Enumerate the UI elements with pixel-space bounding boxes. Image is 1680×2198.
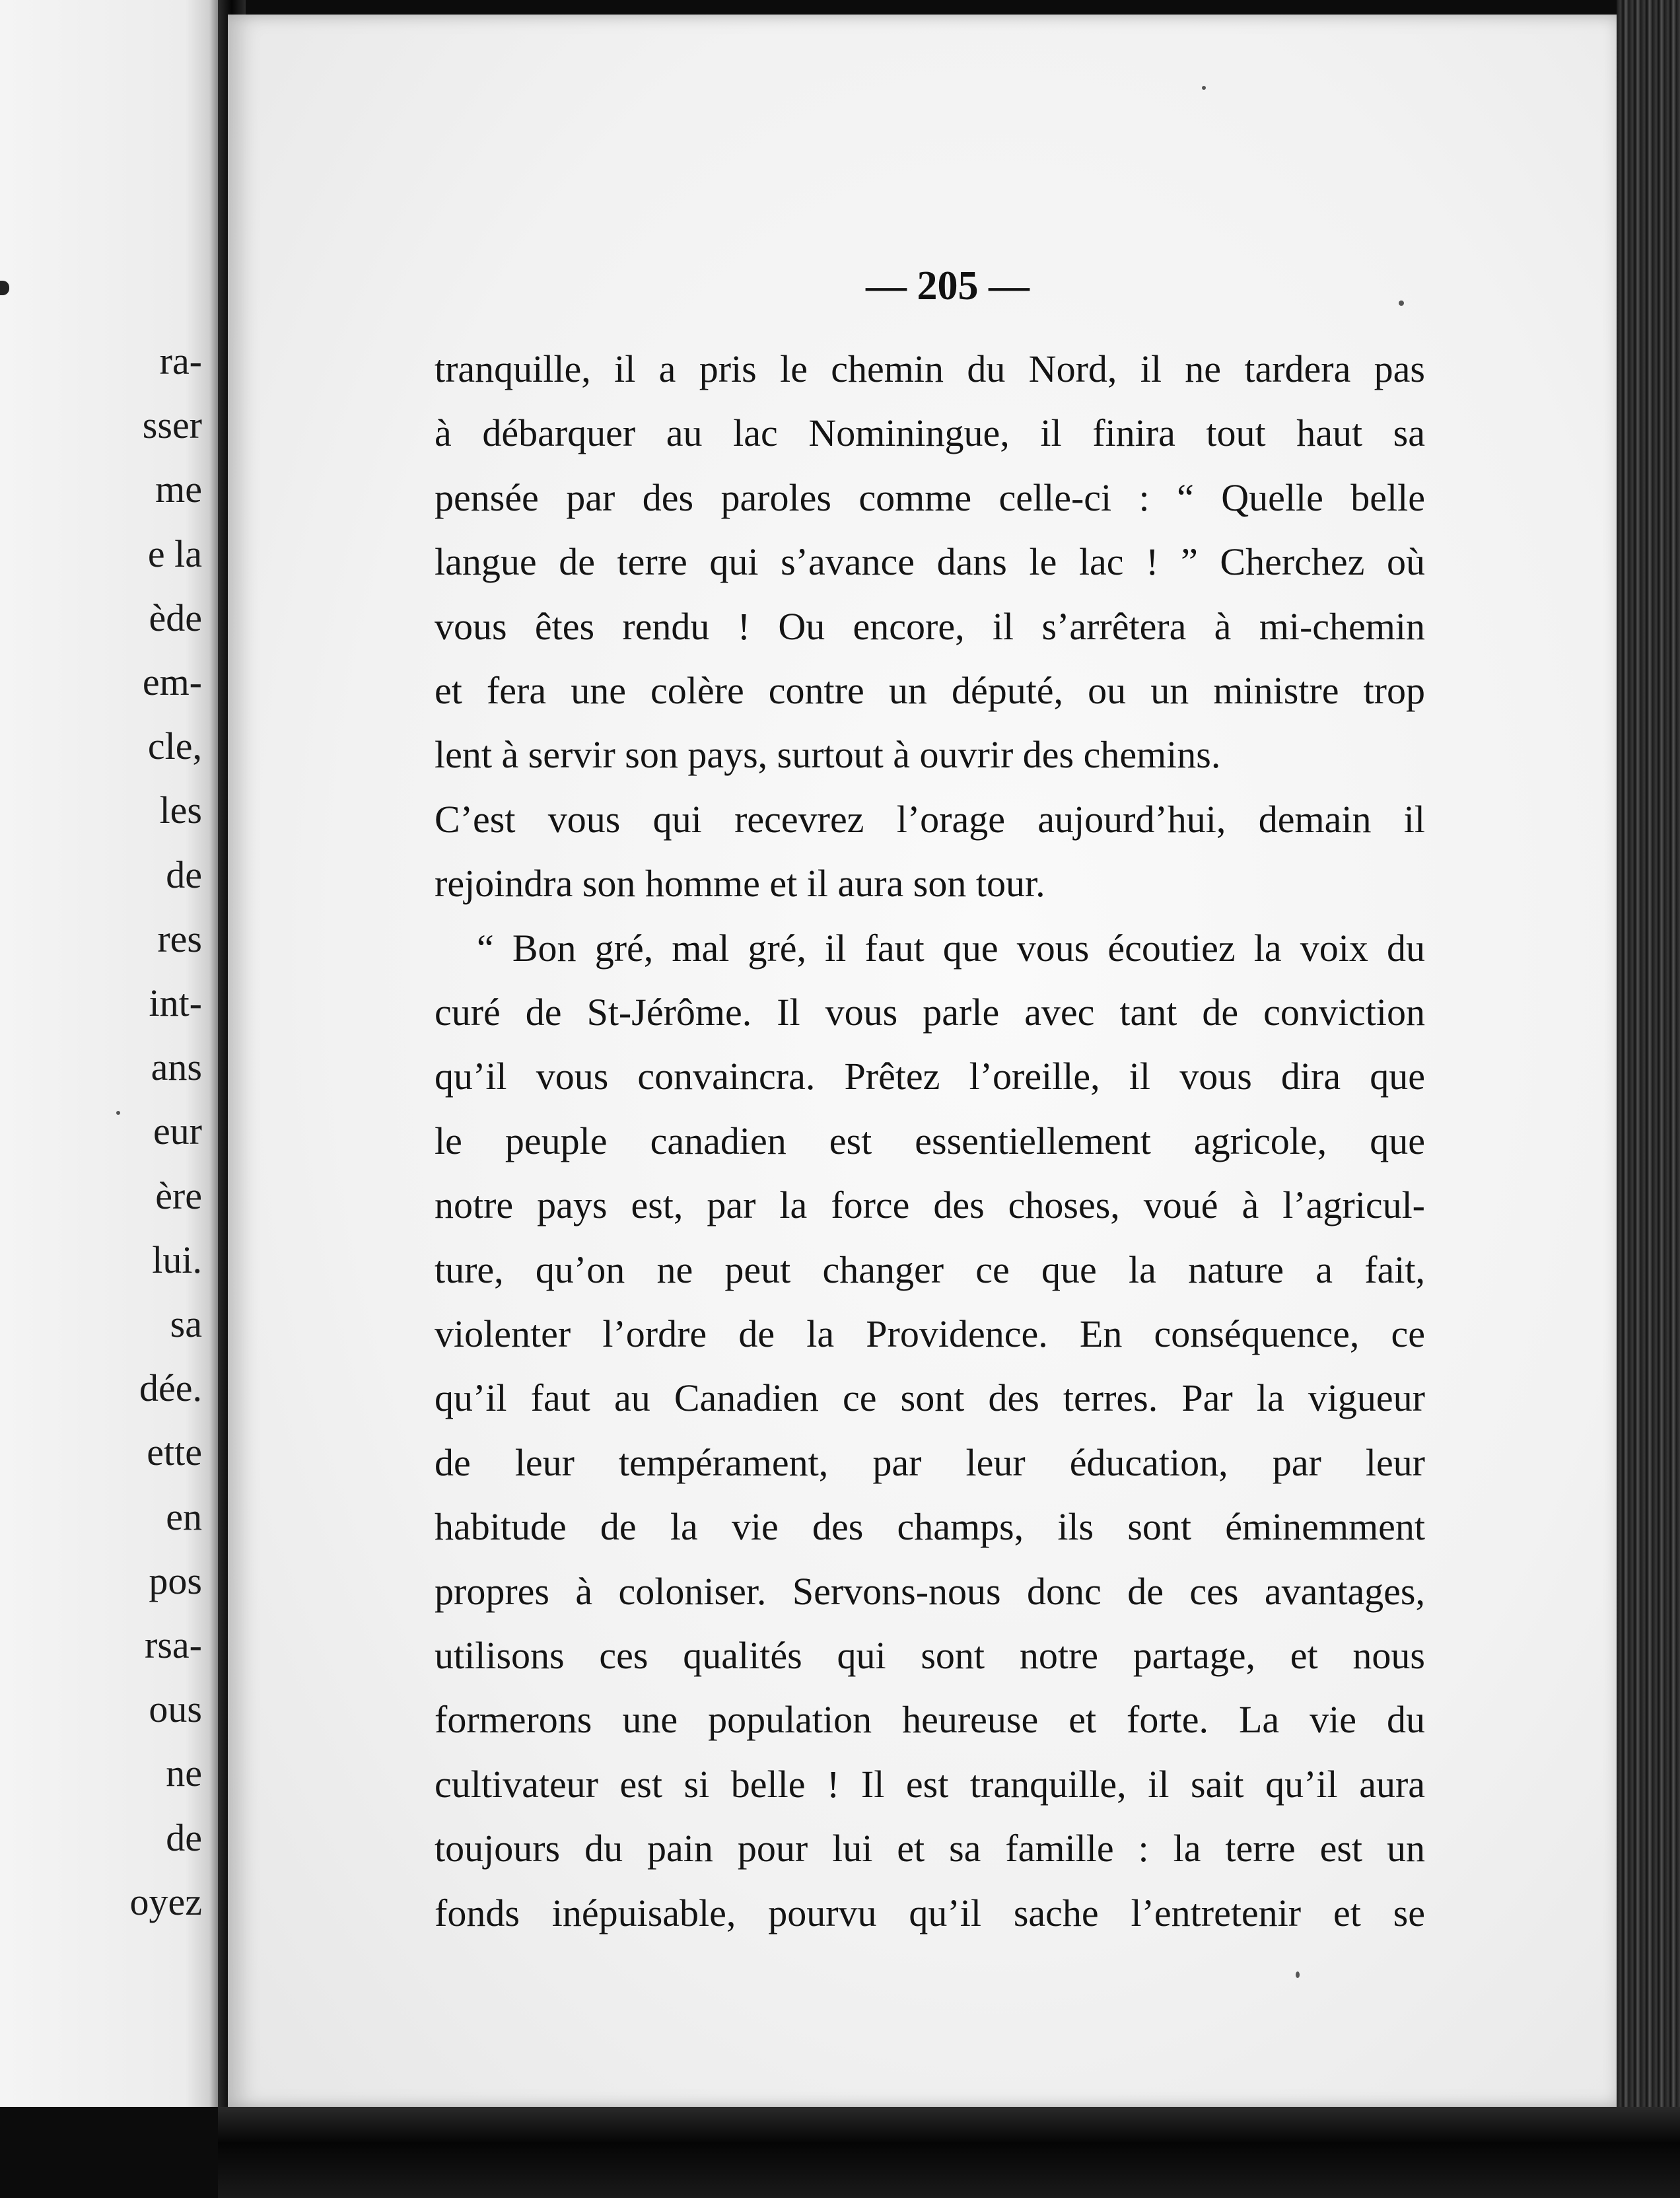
- left-page-line: sa: [170, 1302, 202, 1345]
- left-page-line: int-: [149, 981, 202, 1024]
- text-line: qu’il faut au Canadien ce sont des terres. Par la vigueur: [435, 1376, 1425, 1420]
- text-line: et fera une colère contre un député, ou un ministre trop: [435, 669, 1425, 712]
- scan-speck: [1399, 301, 1404, 306]
- text-line: utilisons ces qualités qui sont notre partage, et nous: [435, 1634, 1425, 1677]
- left-page-line: en: [166, 1495, 202, 1538]
- text-line: cultivateur est si belle ! Il est tranquille, il sait qu’il aura: [435, 1762, 1425, 1806]
- left-page-line: dée.: [139, 1366, 202, 1410]
- text-line: vous êtes rendu ! Ou encore, il s’arrêtera à mi-chemin: [435, 604, 1425, 648]
- left-page-line: sser: [142, 404, 202, 447]
- left-page-line: ans: [151, 1046, 202, 1089]
- left-page-line: ra-: [159, 339, 202, 382]
- left-page-line: lui.: [152, 1238, 202, 1281]
- left-page-line: de: [166, 1816, 202, 1859]
- bottom-edge: [218, 2107, 1680, 2198]
- scan-speck: [1202, 86, 1206, 90]
- left-page-line: res: [157, 917, 202, 960]
- left-page-line: ède: [149, 596, 202, 639]
- left-page-line: ette: [147, 1431, 202, 1474]
- text-line: “ Bon gré, mal gré, il faut que vous écoutiez la voix du: [477, 926, 1425, 970]
- scan-speck: [116, 1111, 120, 1115]
- left-page-line: me: [155, 468, 202, 511]
- left-page-line: ous: [149, 1687, 202, 1731]
- text-line: C’est vous qui recevrez l’orage aujourd’hui, demain il: [435, 797, 1425, 841]
- text-line: pensée par des paroles comme celle-ci : “ Quelle belle: [435, 476, 1425, 519]
- text-line: le peuple canadien est essentiellement agricole, que: [435, 1119, 1425, 1162]
- left-page-line: cle,: [147, 725, 202, 768]
- left-page-line: oyez: [129, 1880, 202, 1923]
- left-page-line: les: [159, 789, 202, 832]
- text-line: notre pays est, par la force des choses, voué à l’agricul-: [435, 1184, 1425, 1227]
- left-page-line: em-: [142, 660, 202, 703]
- text-line: propres à coloniser. Servons-nous donc de ces avantages,: [435, 1569, 1425, 1613]
- text-line: ture, qu’on ne peut changer ce que la nature a fait,: [435, 1248, 1425, 1291]
- left-page-line: eur: [153, 1110, 202, 1153]
- text-line: toujours du pain pour lui et sa famille : la terre est un: [435, 1827, 1425, 1870]
- text-line: tranquille, il a pris le chemin du Nord, il ne tardera pas: [435, 347, 1425, 390]
- page-number: — 205 —: [866, 264, 1030, 308]
- text-line: de leur tempérament, par leur éducation, par leur: [435, 1440, 1425, 1484]
- left-page-line: ne: [166, 1752, 202, 1795]
- left-page-line: rsa-: [145, 1623, 202, 1666]
- left-page-line: ère: [155, 1174, 202, 1217]
- text-line: qu’il vous convaincra. Prêtez l’oreille, il vous dira que: [435, 1055, 1425, 1098]
- text-line: fonds inépuisable, pourvu qu’il sache l’entretenir et se: [435, 1891, 1425, 1934]
- left-page-line: pos: [149, 1559, 202, 1602]
- text-line: langue de terre qui s’avance dans le lac ! ” Cherchez où: [435, 540, 1425, 584]
- text-line: habitude de la vie des champs, ils sont éminemment: [435, 1505, 1425, 1549]
- scan-speck: [1296, 1971, 1300, 1978]
- text-line: rejoindra son homme et il aura son tour.: [435, 862, 1045, 905]
- left-page-line: de: [166, 853, 202, 896]
- text-line: à débarquer au lac Nominingue, il finira tout haut sa: [435, 411, 1425, 455]
- left-page: [0, 0, 218, 2107]
- text-line: lent à servir son pays, surtout à ouvrir des chemins.: [435, 733, 1221, 777]
- text-line: formerons une population heureuse et forte. La vie du: [435, 1698, 1425, 1742]
- text-line: violenter l’ordre de la Providence. En conséquence, ce: [435, 1312, 1425, 1355]
- page-stack-edge: [1617, 0, 1680, 2198]
- left-page-line: e la: [147, 532, 202, 575]
- left-page-mark: [0, 281, 9, 295]
- text-line: curé de St-Jérôme. Il vous parle avec tant de conviction: [435, 991, 1425, 1034]
